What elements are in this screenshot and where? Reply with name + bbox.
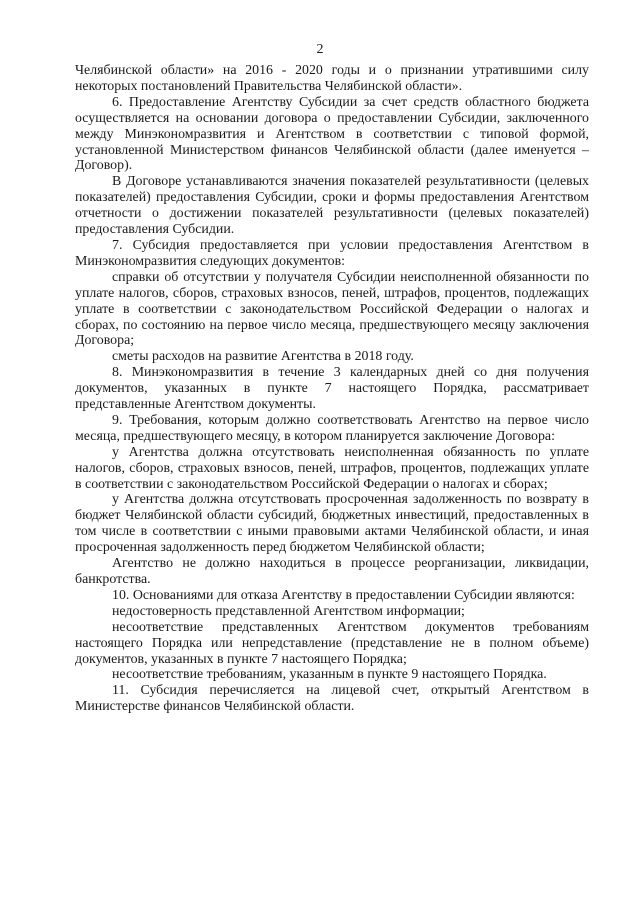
paragraph: 11. Субсидия перечисляется на лицевой счет, открытый Агентством в Министерстве финансов Челябинской области. (75, 683, 589, 715)
paragraph: 10. Основаниями для отказа Агентству в предоставлении Субсидии являются: (112, 587, 575, 603)
paragraph: 7. Субсидия предоставляется при условии предоставления Агентством в Минэкономразвития следующих документов: (75, 237, 589, 269)
paragraph: несоответствие представленных Агентством документов требованиям настоящего Порядка или непредставление (представление не в полном объеме) документов, указанных в пункте 7 настоящего Порядка; (75, 619, 589, 667)
paragraph: у Агентства должна отсутствовать неисполненная обязанность по уплате налогов, сборов, страховых взносов, пеней, штрафов, процентов, подлежащих уплате в соответствии с законодательством Российской Федерации о налогах и сборах; (75, 444, 589, 492)
paragraph: 8. Минэкономразвития в течение 3 календарных дней со дня получения документов, указанных в пункте 7 настоящего Порядка, рассматривает представленные Агентством документы. (75, 365, 589, 413)
paragraph: 9. Требования, которым должно соответствовать Агентство на первое число месяца, предшествующего месяцу, в котором планируется заключение Договора: (75, 412, 589, 444)
paragraph: сметы расходов на развитие Агентства в 2018 году. (112, 349, 414, 365)
paragraph: справки об отсутствии у получателя Субсидии неисполненной обязанности по уплате налогов, сборов, страховых взносов, пеней, штрафов, процентов, подлежащих уплате в соответствии с законодательством Российской Федерации о налогах и сборах, по состоянию на первое число месяца, предшествующего месяцу заключения Договора; (75, 269, 589, 349)
paragraph: В Договоре устанавливаются значения показателей результативности (целевых показателей) предоставления Субсидии, сроки и формы предоставления Агентством отчетности о достижении показателей результативности (целевых показателей) предоставления Субсидии. (75, 174, 589, 238)
page-number: 2 (316, 42, 324, 57)
paragraph: недостоверность представленной Агентством информации; (112, 603, 465, 619)
paragraph: несоответствие требованиям, указанным в пункте 9 настоящего Порядка. (112, 667, 547, 683)
paragraph: 6. Предоставление Агентству Субсидии за счет средств областного бюджета осуществляется на основании договора о предоставлении Субсидии, заключенного между Минэкономразвития и Агентством в соответствии с типовой формой, установленной Министерством финансов Челябинской области (далее именуется – Договор). (75, 94, 589, 174)
paragraph: Челябинской области» на 2016 - 2020 годы и о признании утратившими силу некоторых постановлений Правительства Челябинской области». (75, 63, 589, 94)
document-body (75, 63, 589, 715)
paragraph: Агентство не должно находиться в процессе реорганизации, ликвидации, банкротства. (75, 556, 589, 587)
paragraph: у Агентства должна отсутствовать просроченная задолженность по возврату в бюджет Челябинской области субсидий, бюджетных инвестиций, предоставленных в том числе в соответствии с иными правовыми актами Челябинской области, и иная просроченная задолженность перед бюджетом Челябинской области; (75, 492, 589, 556)
